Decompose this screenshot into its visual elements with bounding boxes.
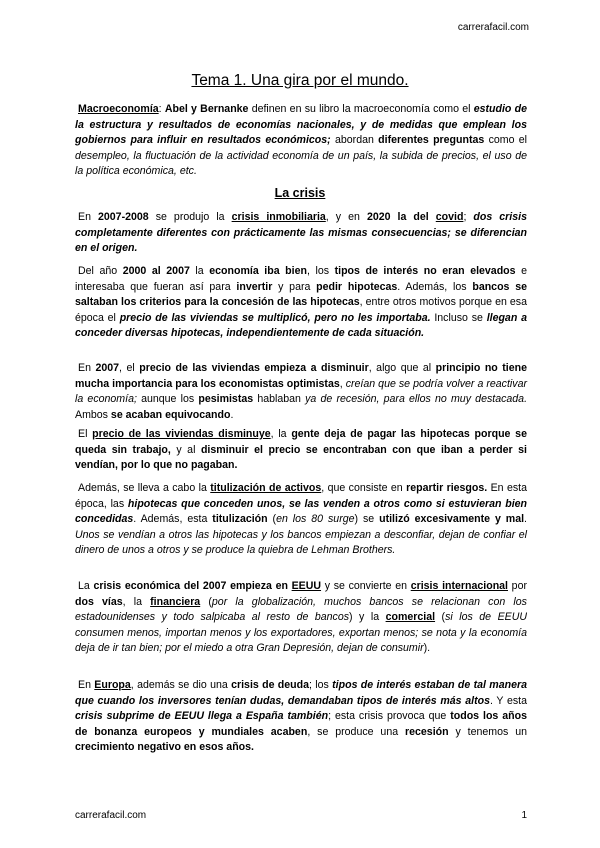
text-run: tipos de interés no eran elevados bbox=[334, 265, 516, 277]
text-run: crecimiento negativo en esos años. bbox=[75, 741, 254, 754]
text-run: tipos de interés estaban de tal manera que cuando los inversores tenían dudas, demandaban tipos de interés más altos bbox=[75, 679, 527, 707]
text-run: y para bbox=[272, 280, 317, 293]
text-run: recesión bbox=[405, 725, 449, 738]
paragraph-macroeconomia bbox=[75, 102, 527, 180]
page-title: Tema 1. Una gira por el mundo. bbox=[191, 72, 409, 89]
text-run: . Además, los bbox=[397, 280, 473, 293]
text-run: utilizó excesivamente y mal bbox=[379, 513, 525, 526]
text-run: desempleo, la fluctuación de la actividad economía de un país, la subida de precios, el uso de la política económica, etc. bbox=[75, 149, 527, 178]
text-run: Además, se lleva a cabo la bbox=[78, 482, 211, 494]
text-run: covid bbox=[435, 211, 464, 223]
text-run: por bbox=[508, 580, 527, 592]
text-run: ya de recesión, para ellos no muy destacada. bbox=[305, 393, 528, 406]
text-run: En bbox=[78, 362, 96, 374]
text-run: precio de las viviendas se multiplicó, pero no les importaba. bbox=[119, 311, 431, 324]
paragraph-eeuu bbox=[75, 579, 527, 657]
text-run: crisis económica del 2007 empieza en bbox=[93, 580, 292, 592]
text-run: , entre otros motivos porque en esa época el bbox=[75, 296, 527, 324]
text-run: titulización de activos bbox=[210, 482, 322, 494]
text-run: titulización bbox=[212, 513, 268, 526]
text-run: comercial bbox=[385, 611, 436, 624]
text-run: , la bbox=[122, 595, 151, 608]
text-run: economía iba bien bbox=[209, 265, 307, 277]
text-run: , bbox=[339, 377, 346, 390]
text-run: En bbox=[78, 211, 98, 223]
text-run: ; bbox=[463, 211, 474, 223]
text-run: Europa bbox=[94, 679, 131, 691]
text-run: estudio de la estructura y resultados de economías nacionales, y de medidas que emplean los gobiernos para influir en resultados económicos; bbox=[75, 103, 527, 147]
text-run: ( bbox=[200, 595, 212, 608]
text-run: se produjo la bbox=[148, 211, 232, 223]
text-run: , y en bbox=[325, 211, 367, 223]
text-run: , la bbox=[270, 428, 292, 440]
text-run: , se produce una bbox=[307, 725, 405, 738]
paragraph-crisis-origin bbox=[75, 210, 527, 257]
text-run: , que consiste en bbox=[321, 482, 407, 494]
text-run: todos los años de bonanza europeos y mundiales acaben bbox=[75, 710, 527, 738]
text-run: La bbox=[78, 580, 94, 592]
text-run: . bbox=[524, 513, 527, 526]
text-run: hablaban bbox=[253, 393, 306, 406]
text-run: EEUU bbox=[291, 580, 322, 592]
page-number: 1 bbox=[521, 810, 527, 821]
text-run: Del año bbox=[78, 265, 123, 277]
text-run: precio de las viviendas empieza a disminuir bbox=[139, 362, 369, 374]
text-run: En bbox=[78, 679, 95, 691]
paragraph-europa bbox=[75, 678, 527, 756]
text-run: la bbox=[189, 265, 210, 277]
text-run: crisis de deuda bbox=[231, 679, 309, 691]
text-run: crisis internacional bbox=[410, 580, 508, 592]
text-run: llegan a conceder diversas hipotecas, independientemente de cada situación. bbox=[75, 311, 527, 340]
text-run: . Y esta bbox=[489, 694, 527, 707]
footer-site: carrerafacil.com bbox=[75, 810, 147, 821]
text-run: En esta época, las bbox=[75, 482, 527, 510]
text-run: dos crisis completamente diferentes con prácticamente las mismas consecuencias; se diferencian en el origen. bbox=[75, 211, 527, 255]
text-run: y tenemos un bbox=[448, 725, 527, 738]
paragraph-2000-2007 bbox=[75, 264, 527, 342]
text-run: pedir hipotecas bbox=[316, 280, 398, 293]
text-run: y al bbox=[170, 443, 201, 456]
text-run: : bbox=[158, 103, 165, 115]
text-run: precio de las viviendas disminuye bbox=[92, 428, 271, 440]
text-run: hipotecas que conceden unos, se las venden a otros como si estuvieran bien concedidas bbox=[75, 497, 527, 526]
text-run: abordan bbox=[330, 134, 379, 147]
text-run: , el bbox=[119, 362, 140, 374]
text-run: Incluso se bbox=[430, 311, 487, 324]
text-run: ( bbox=[435, 611, 446, 624]
paragraph-price-drop bbox=[75, 427, 527, 474]
text-run: definen en su libro la macroeconomía como el bbox=[248, 103, 474, 115]
text-run: , además se dio una bbox=[130, 679, 232, 691]
text-run: diferentes preguntas bbox=[378, 134, 485, 147]
text-run: si los de EEUU consumen menos, importan menos y los exportadores, exportan menos; se nota y la economía deja de ir tan bien; por el miedo a otra Gran Depresión, dejan de consumir bbox=[75, 611, 527, 655]
text-run: financiera bbox=[150, 595, 201, 608]
text-run: , los bbox=[306, 265, 335, 277]
paragraph-titulizacion bbox=[75, 481, 527, 559]
text-run: Unos se vendían a otros las hipotecas y los bancos empiezan a desconfiar, dejan de confiar el dinero de unos a otros y se produce la quiebra de Lehman Brothers. bbox=[75, 528, 527, 557]
text-run: Macroeconomía bbox=[78, 103, 159, 115]
text-run: como el bbox=[484, 134, 527, 147]
text-run: dos vías bbox=[75, 595, 123, 608]
text-run: Abel y Bernanke bbox=[164, 103, 249, 115]
text-run: ) se bbox=[354, 513, 380, 526]
text-run: ; los bbox=[309, 679, 333, 691]
text-run: en los 80 surge bbox=[276, 513, 355, 526]
text-run: ) y la bbox=[349, 611, 386, 624]
text-run: ; esta crisis provoca que bbox=[328, 710, 451, 723]
text-run: principio no tiene mucha importancia para los economistas optimistas bbox=[75, 362, 527, 390]
text-run: . bbox=[230, 408, 234, 421]
text-run: bancos se saltaban los criterios para la concesión de las hipotecas bbox=[75, 280, 527, 309]
text-run: 2007 bbox=[95, 362, 120, 374]
text-run: aunque los bbox=[136, 393, 199, 406]
text-run: y se convierte en bbox=[321, 580, 411, 592]
text-run: ). bbox=[423, 642, 431, 655]
text-run: ( bbox=[267, 513, 277, 526]
header-site: carrerafacil.com bbox=[457, 22, 529, 33]
text-run: crisis inmobiliaria bbox=[231, 211, 326, 223]
text-run: crisis subprime de EEUU llega a España también bbox=[75, 710, 329, 723]
text-run: El bbox=[78, 428, 93, 440]
text-run: 2000 al 2007 bbox=[122, 265, 190, 277]
text-run: Ambos bbox=[75, 408, 111, 421]
text-run: , algo que al bbox=[368, 362, 436, 374]
text-run: 2007-2008 bbox=[98, 211, 149, 223]
text-run: gente deja de pagar las hipotecas porque se queda sin trabajo, bbox=[75, 428, 527, 456]
text-run: pesimistas bbox=[198, 393, 254, 406]
text-run: creían que se podría volver a reactivar la economía; bbox=[75, 377, 527, 406]
text-run: por la globalización, muchos bancos se relacionan con los estadounidenses y todo salpicaba al resto de bancos bbox=[75, 595, 527, 624]
paragraph-2007 bbox=[75, 361, 527, 423]
text-run: repartir riesgos. bbox=[406, 482, 488, 494]
text-run: disminuir el precio se encontraban con que iban a perder si vendían, por lo que no pagaban. bbox=[75, 443, 528, 472]
text-run: 2020 la del bbox=[366, 211, 436, 223]
text-run: invertir bbox=[236, 280, 273, 293]
text-run: . Además, esta bbox=[133, 513, 213, 526]
section-heading: La crisis bbox=[274, 186, 326, 200]
text-run: se acaban equivocando bbox=[110, 408, 231, 421]
text-run: e interesaba que fueran así para bbox=[75, 265, 528, 293]
